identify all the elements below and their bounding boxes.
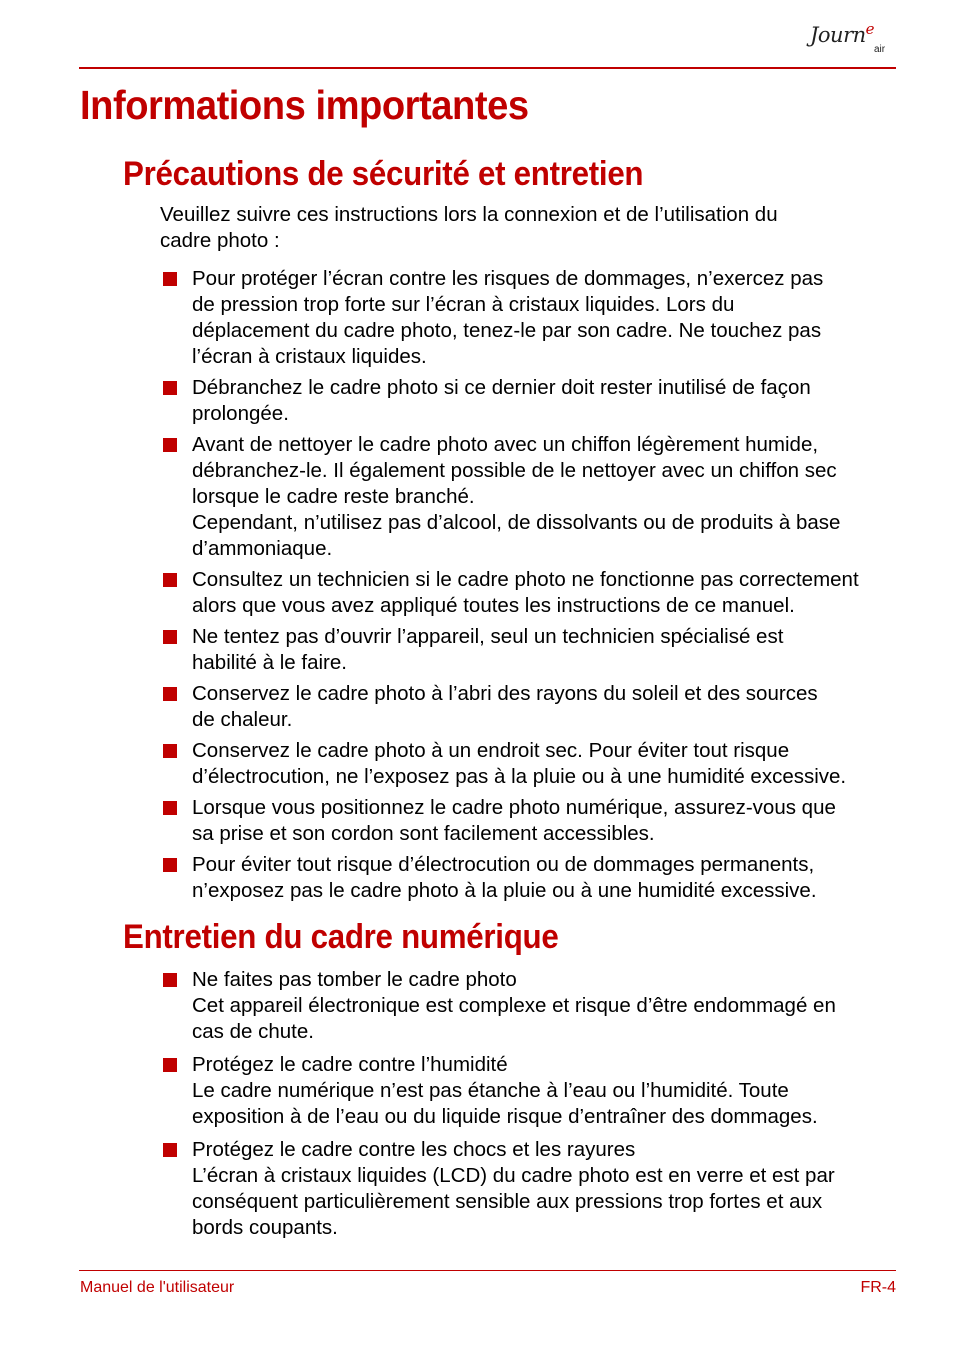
bullet-line: d’électrocution, ne l’exposez pas à la pluie ou à une humidité excessive. [192, 765, 847, 788]
logo-script-e: e [865, 20, 875, 38]
logo-script-main: Journ [810, 23, 866, 47]
bullet-line: Ne faites pas tomber le cadre photo [192, 968, 517, 991]
bullet-line: lorsque le cadre reste branché. [192, 485, 475, 508]
bullet-line: Pour éviter tout risque d’électrocution ou de dommages permanents, [192, 853, 815, 876]
bullet-item [160, 852, 898, 904]
bullet-line: Pour protéger l’écran contre les risques de dommages, n’exercez pas [192, 267, 824, 290]
bullet-line: sa prise et son cordon sont facilement accessibles. [192, 822, 655, 845]
section-intro [160, 202, 890, 254]
section-heading-maintenance: Entretien du cadre numérique [123, 918, 559, 956]
bullet-square-icon [163, 573, 177, 587]
bullet-square-icon [163, 381, 177, 395]
safety-bullet-list [160, 266, 898, 909]
bullet-square-icon [163, 630, 177, 644]
footer-page-number: FR-4 [860, 1279, 896, 1296]
bullet-item [160, 738, 898, 790]
bullet-line: Le cadre numérique n’est pas étanche à l’eau ou l’humidité. Toute [192, 1079, 789, 1102]
footer-manual-title: Manuel de l'utilisateur [80, 1279, 235, 1296]
intro-line: cadre photo : [160, 229, 280, 252]
bullet-line: Conservez le cadre photo à l’abri des rayons du soleil et des sources [192, 682, 818, 705]
bullet-line: conséquent particulièrement sensible aux pressions trop fortes et aux [192, 1190, 823, 1213]
logo-air-text: air [874, 44, 886, 55]
bullet-line: Lorsque vous positionnez le cadre photo numérique, assurez-vous que [192, 796, 836, 819]
maintenance-bullet-list [160, 967, 898, 1248]
bullet-item [160, 624, 898, 676]
bullet-line: habilité à le faire. [192, 651, 347, 674]
bullet-line: Cet appareil électronique est complexe et risque d’être endommagé en [192, 994, 836, 1017]
bullet-line: Consultez un technicien si le cadre photo ne fonctionne pas correctement [192, 568, 859, 591]
bullet-line: prolongée. [192, 402, 289, 425]
bullet-square-icon [163, 1143, 177, 1157]
intro-line: Veuillez suivre ces instructions lors la connexion et de l’utilisation du [160, 203, 778, 226]
bullet-line: débranchez-le. Il également possible de le nettoyer avec un chiffon sec [192, 459, 837, 482]
bullet-item [160, 795, 898, 847]
bullet-line: Débranchez le cadre photo si ce dernier doit rester inutilisé de façon [192, 376, 811, 399]
bullet-square-icon [163, 801, 177, 815]
bullet-square-icon [163, 687, 177, 701]
bullet-item [160, 1137, 898, 1241]
bullet-item [160, 967, 898, 1045]
bullet-line: d’ammoniaque. [192, 537, 333, 560]
bullet-line: Ne tentez pas d’ouvrir l’appareil, seul un technicien spécialisé est [192, 625, 784, 648]
bullet-line: déplacement du cadre photo, tenez-le par son cadre. Ne touchez pas [192, 319, 822, 342]
footer-rule [79, 1270, 896, 1271]
bullet-square-icon [163, 438, 177, 452]
bullet-item [160, 1052, 898, 1130]
bullet-square-icon [163, 744, 177, 758]
bullet-square-icon [163, 973, 177, 987]
bullet-item [160, 567, 898, 619]
bullet-line: l’écran à cristaux liquides. [192, 345, 427, 368]
bullet-line: Avant de nettoyer le cadre photo avec un chiffon légèrement humide, [192, 433, 819, 456]
section-heading-safety: Précautions de sécurité et entretien [123, 155, 644, 193]
bullet-line: Conservez le cadre photo à un endroit sec. Pour éviter tout risque [192, 739, 790, 762]
bullet-square-icon [163, 858, 177, 872]
bullet-item [160, 375, 898, 427]
logo-script-text [810, 20, 874, 47]
bullet-item [160, 266, 898, 370]
bullet-item [160, 432, 898, 562]
page-title: Informations importantes [80, 82, 529, 128]
bullet-line: de pression trop forte sur l’écran à cristaux liquides. Lors du [192, 293, 735, 316]
bullet-square-icon [163, 272, 177, 286]
header-rule [79, 67, 896, 69]
bullet-line: Protégez le cadre contre les chocs et les rayures [192, 1138, 636, 1161]
bullet-line: exposition à de l’eau ou du liquide risque d’entraîner des dommages. [192, 1105, 818, 1128]
bullet-line: alors que vous avez appliqué toutes les instructions de ce manuel. [192, 594, 795, 617]
bullet-line: bords coupants. [192, 1216, 338, 1239]
bullet-line: de chaleur. [192, 708, 293, 731]
bullet-line: Cependant, n’utilisez pas d’alcool, de dissolvants ou de produits à base [192, 511, 841, 534]
bullet-line: L’écran à cristaux liquides (LCD) du cadre photo est en verre et est par [192, 1164, 835, 1187]
bullet-line: cas de chute. [192, 1020, 314, 1043]
bullet-line: Protégez le cadre contre l’humidité [192, 1053, 508, 1076]
bullet-item [160, 681, 898, 733]
bullet-square-icon [163, 1058, 177, 1072]
bullet-line: n’exposez pas le cadre photo à la pluie ou à une humidité excessive. [192, 879, 817, 902]
journe-air-logo [806, 12, 898, 66]
